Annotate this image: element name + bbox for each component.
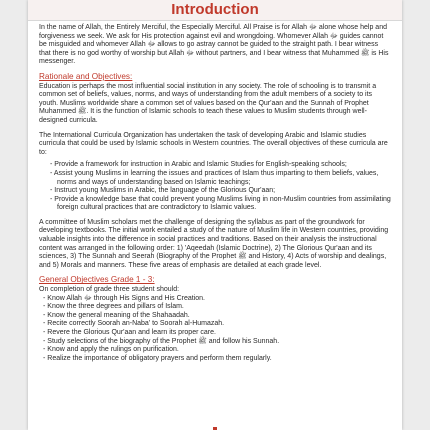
list-item: - Know and apply the rulings on purification. bbox=[39, 346, 391, 355]
objectives-list bbox=[39, 161, 391, 213]
page-title: Introduction bbox=[28, 0, 402, 21]
list-item: - Recite correctly Soorah an-Naba' to Soorah al-Humazah. bbox=[39, 320, 391, 329]
rationale-heading: Rationale and Objectives: bbox=[39, 71, 133, 81]
list-item: - Assist young Muslims in learning the issues and practices of Islam thus imparting to them beliefs, values, norms and ways of understanding based on Islamic teachings; bbox=[39, 170, 391, 187]
intro-paragraph: In the name of Allah, the Entirely Merciful, the Especially Merciful. All Praise is for Allah ﷻ alone whose help and forgiveness we seek. We ask for His protection against evil and wrongdoing. Whomever Allah ﷻ guides cannot be misguided and whomever Allah ﷻ allows to go astray cannot be guided to the straight path. I bear witness that there is no god worthy of worship but Allah ﷻ without partners, and I bear witness that Muhammed ﷺ is His messenger. bbox=[39, 24, 389, 66]
rationale-paragraph-3: A committee of Muslim scholars met the challenge of designing the syllabus as part of the groundwork for developing textbooks. The initial work entailed a study of the nature of Muslim life in Western countries, providing valuable insights into the difference in social practices and traditions. Based on their analysis the instructional content was arranged in the following order: 1) 'Aqeedah (Islamic Doctrine), 2) The Glorious Qur'aan and its sciences, 3) The Sunnah and Seerah (Biography of the Prophet ﷺ and History, 4) Acts of worship and dealings, and 5) Morals and manners. These five areas of emphasis are detailed at each grade level. bbox=[39, 218, 389, 269]
rationale-paragraph-1: Education is perhaps the most influential social institution in any society. The role of schooling is to transmit a common set of beliefs, values, norms, and ways of understanding from the adult members of a society to its youth. Muslims worldwide share a common set of values based on the Qur'aan and the Sunnah of Prophet Muhammed ﷺ. It is the function of Islamic schools to teach these values to Muslim students through well-designed curricula. bbox=[39, 82, 377, 124]
list-item: - Provide a knowledge base that could prevent young Muslims living in non-Muslim countries from assimilating foreign cultural practices that are contradictory to Islamic values. bbox=[39, 196, 391, 213]
page-content bbox=[28, 21, 402, 363]
general-objectives-list bbox=[39, 295, 391, 364]
rationale-paragraph-2: The International Curricula Organization has undertaken the task of developing Arabic and Islamic studies curricula that could be used by Islamic schools in Western countries. The overall objectives of these curricula are to: bbox=[39, 131, 388, 156]
general-objectives-lead: On completion of grade three student should: bbox=[39, 286, 180, 294]
list-item: - Realize the importance of obligatory prayers and perform them regularly. bbox=[39, 355, 391, 364]
document-page bbox=[28, 0, 402, 430]
list-item: - Provide a framework for instruction in Arabic and Islamic Studies for English-speaking schools; bbox=[39, 161, 391, 170]
list-item: - Revere the Glorious Qur'aan and learn its proper care. bbox=[39, 329, 391, 338]
list-item: - Know Allah ﷻ through His Signs and His Creation. bbox=[39, 295, 391, 304]
list-item: - Instruct young Muslims in Arabic, the language of the Glorious Qur'aan; bbox=[39, 187, 391, 196]
list-item: - Study selections of the biography of the Prophet ﷺ and follow his Sunnah. bbox=[39, 338, 391, 347]
list-item: - Know the general meaning of the Shahaadah. bbox=[39, 312, 391, 321]
general-objectives-heading: General Objectives Grade 1 - 3: bbox=[39, 275, 155, 285]
list-item: - Know the three degrees and pillars of Islam. bbox=[39, 303, 391, 312]
